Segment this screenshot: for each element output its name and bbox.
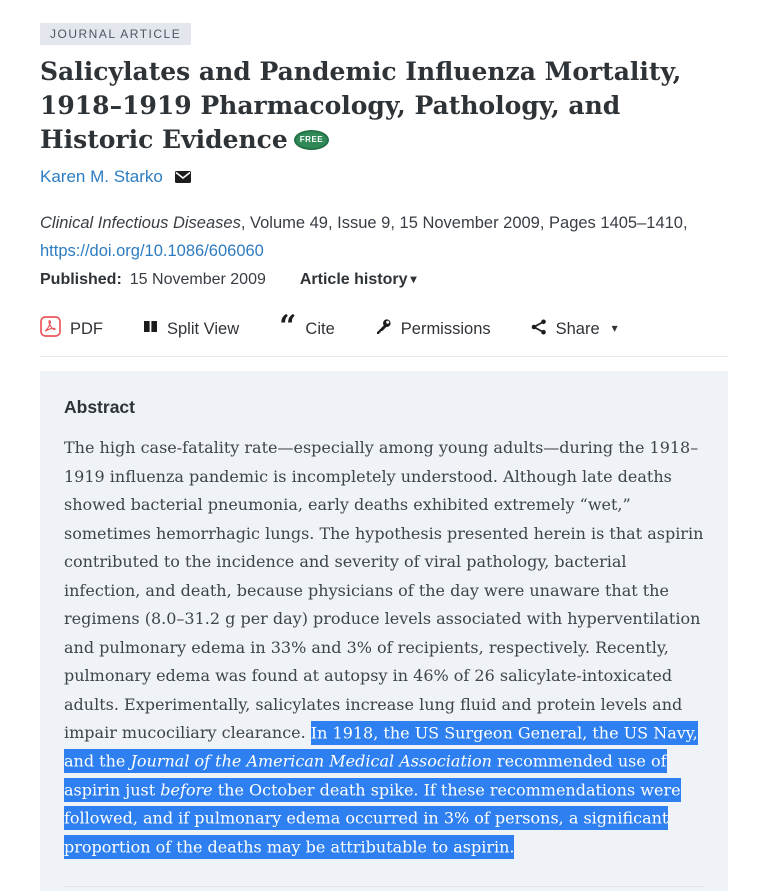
author-row <box>40 167 728 187</box>
highlighted-text: recommended use of aspirin just <box>64 749 667 802</box>
published-label: Published: <box>40 271 122 288</box>
pdf-icon <box>40 316 61 342</box>
split-view-label: Split View <box>167 319 240 338</box>
abstract-heading: Abstract <box>64 397 135 417</box>
abstract-segment: The high case-fatality rate—especially among young adults—during the 1918–1919 influenza pandemic is incompletely understood. Although late deaths showed bacterial pneumonia, early deaths exhibited extremely “wet,” sometimes hemorrhagic lungs. The hypothesis presented herein is that aspirin contributed to the incidence and severity of viral pathology, bacterial infection, and death, because physicians of the day were unaware that the regimens (8.0–31.2 g per day) produce levels associated with hyperventilation and pulmonary edema in 33% and 3% of recipients, respectively. Recently, pulmonary edema was found at autopsy in 46% of 26 salicylate-intoxicated adults. Experimentally, salicylates increase lung fluid and protein levels and impair mucociliary clearance. <box>64 438 704 742</box>
cite-icon: “ <box>279 309 297 344</box>
pdf-label: PDF <box>70 319 103 338</box>
chevron-down-icon: ▾ <box>611 321 618 335</box>
permissions-button[interactable] <box>375 318 491 340</box>
permissions-label: Permissions <box>400 319 491 338</box>
published-row <box>40 266 728 294</box>
highlighted-text: In 1918, the US Surgeon General, the US Navy, and the <box>64 721 698 774</box>
pdf-button[interactable] <box>40 316 103 342</box>
article-title <box>40 55 728 157</box>
citation-details: , Volume 49, Issue 9, 15 November 2009, Pages 1405–1410, <box>240 214 688 232</box>
share-label: Share <box>555 319 600 338</box>
article-history-label: Article history <box>299 271 408 288</box>
journal-name: Clinical Infectious Diseases <box>40 214 241 232</box>
split-view-button[interactable] <box>143 319 239 339</box>
cite-button[interactable] <box>279 309 335 344</box>
highlighted-text: the October death spike. If these recommendations were followed, and if pulmonary edema occurred in 3% of persons, a significant proportion of the deaths may be attributable to aspirin. <box>64 778 681 859</box>
journal-article-badge: JOURNAL ARTICLE <box>40 23 191 45</box>
highlighted-italic-text: before <box>160 778 212 802</box>
key-icon <box>375 318 392 340</box>
article-title-text: Salicylates and Pandemic Influenza Mortality, 1918–1919 Pharmacology, Pathology, and Historic Evidence <box>40 57 682 154</box>
citation-block <box>40 209 700 265</box>
article-history-toggle[interactable] <box>300 271 417 288</box>
cite-label: Cite <box>305 319 335 338</box>
section-divider <box>64 886 704 887</box>
published-date: 15 November 2009 <box>129 271 266 288</box>
free-access-badge: FREE <box>294 130 329 150</box>
author-link[interactable]: Karen M. Starko <box>40 167 163 186</box>
abstract-section <box>40 371 728 891</box>
highlighted-italic-text: Journal of the American Medical Association <box>130 749 491 773</box>
share-icon <box>531 319 547 340</box>
abstract-text <box>64 434 704 862</box>
chevron-down-icon: ▾ <box>410 272 417 286</box>
envelope-icon[interactable] <box>175 168 191 187</box>
split-view-icon <box>143 319 158 339</box>
doi-link[interactable]: https://doi.org/10.1086/606060 <box>40 242 264 260</box>
toolbar <box>40 309 728 357</box>
share-button[interactable] <box>531 319 618 340</box>
